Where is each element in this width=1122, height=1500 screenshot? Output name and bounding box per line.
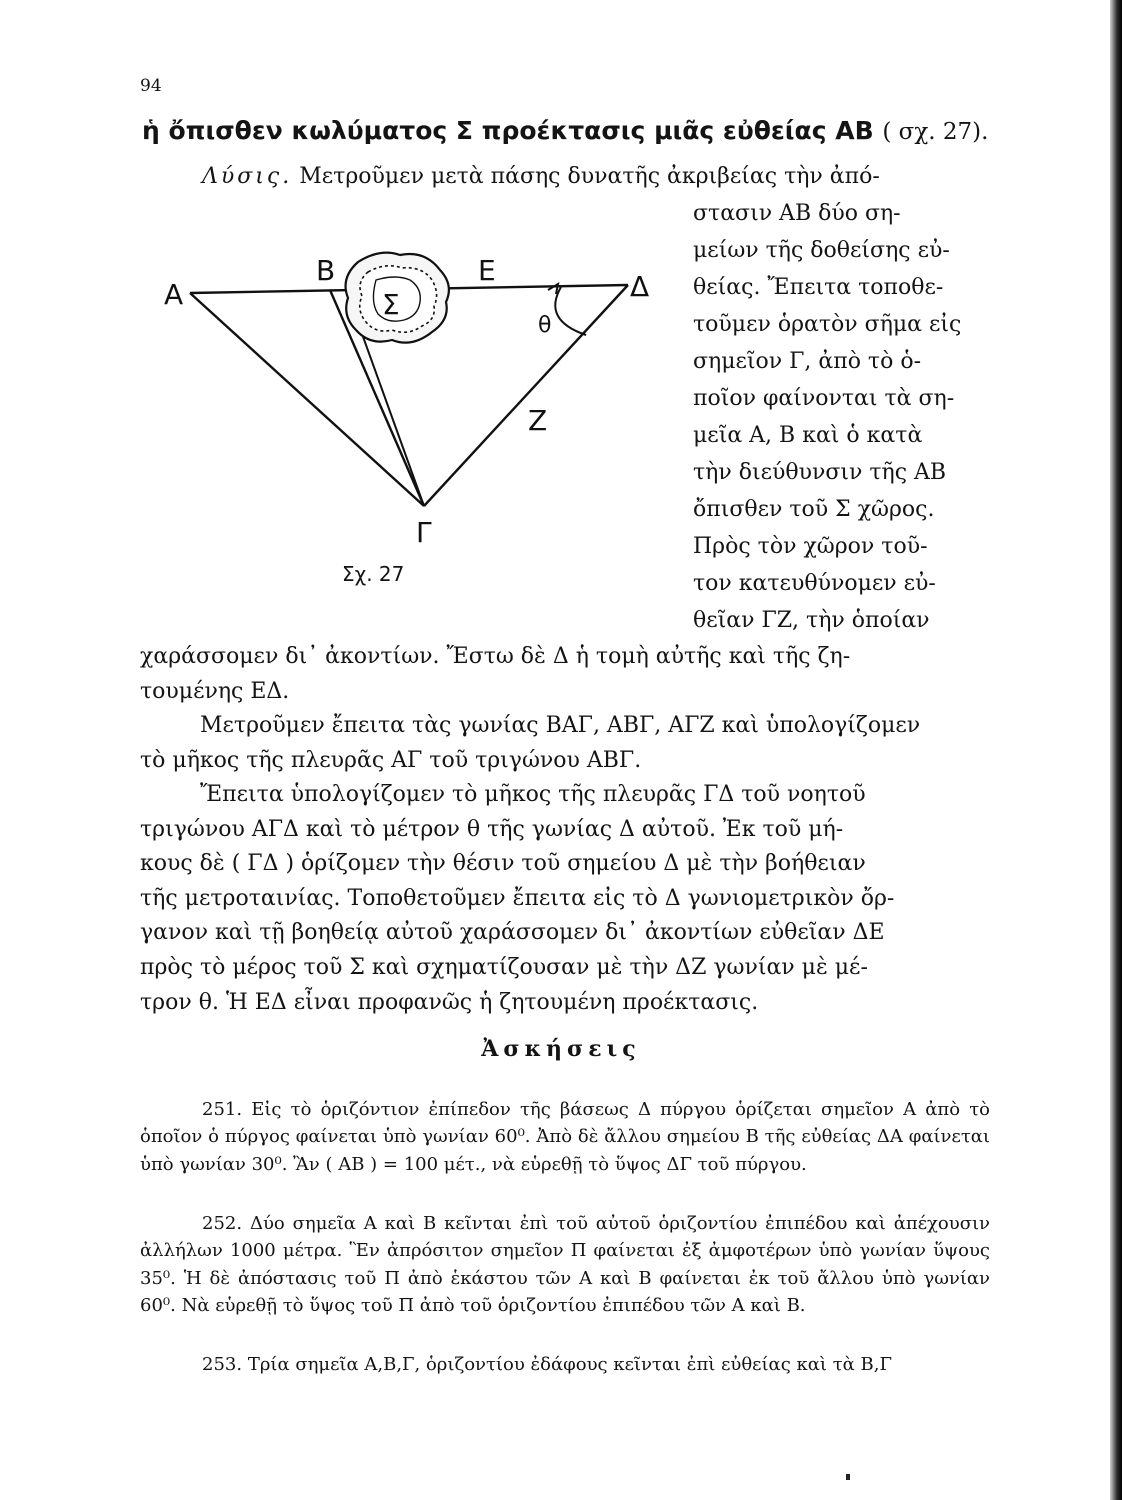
solution-line: ὄπισθεν τοῦ Σ χῶρος. bbox=[693, 497, 935, 522]
paragraph-line: Ἔπειτα ὑπολογίζομεν τὸ μῆκος τῆς πλευρᾶς ΓΔ τοῦ νοητοῦ bbox=[200, 782, 866, 807]
solution-line: θείας. Ἔπειτα τοποθε- bbox=[693, 275, 944, 300]
figure-caption: Σχ. 27 bbox=[342, 562, 405, 586]
exercise-number: 253. bbox=[202, 1354, 243, 1375]
figure-27 bbox=[150, 240, 670, 600]
heading-text: ἡ ὄπισθεν κωλύματος Σ προέκτασις μιᾶς εὐθείας ΑΒ bbox=[142, 116, 874, 145]
solution-line: Πρὸς τὸν χῶρον τοῦ- bbox=[693, 534, 928, 559]
solution-line: ποῖον φαίνονται τὰ ση- bbox=[693, 386, 955, 411]
exercise-252 bbox=[140, 1210, 990, 1320]
solution-line: θεῖαν ΓΖ, τὴν ὁποίαν bbox=[693, 608, 930, 633]
line-dg bbox=[424, 285, 628, 506]
exercise-number: 251. bbox=[202, 1099, 243, 1120]
solution-line: μεῖα Α, Β καὶ ὁ κατὰ bbox=[693, 423, 923, 448]
paragraph-line: κους δὲ ( ΓΔ ) ὁρίζομεν τὴν θέσιν τοῦ σημείου Δ μὲ τὴν βοήθειαν bbox=[140, 851, 866, 877]
solution-continuation bbox=[140, 640, 990, 709]
solution-line: τοῦμεν ὁρατὸν σῆμα εἰς bbox=[693, 312, 962, 337]
figure-27-diagram bbox=[150, 240, 670, 600]
solution-line: σημεῖον Γ, ἀπὸ τὸ ὁ- bbox=[693, 349, 922, 374]
solution-line: στασιν ΑΒ δύο ση- bbox=[693, 201, 901, 226]
paragraph-line: τρον θ. Ἡ ΕΔ εἶναι προφανῶς ἡ ζητουμένη προέκτασις. bbox=[140, 989, 759, 1015]
solution-label: Λύσις. bbox=[202, 164, 293, 189]
paragraph-line: Μετροῦμεν ἔπειτα τὰς γωνίας ΒΑΓ, ΑΒΓ, ΑΓΖ καὶ ὑπολογίζομεν bbox=[200, 713, 921, 738]
figure-label-theta: θ bbox=[538, 313, 552, 338]
paragraph-line: τὸ μῆκος τῆς πλευρᾶς ΑΓ τοῦ τριγώνου ΑΒΓ. bbox=[140, 747, 642, 773]
exercise-text: Εἰς τὸ ὁριζόντιον ἐπίπεδον τῆς βάσεως Δ πύργου ὁρίζεται σημεῖον Α ἀπὸ τὸ ὁποῖον ὁ πύργος φαίνεται ὑπὸ γωνίαν 60⁰. Ἀπὸ δὲ ἄλλου σημείου Β τῆς εὐθείας ΔΑ φαίνεται ὑπὸ γωνίαν 30⁰. Ἂν ( ΑΒ ) = 100 μέτ., νὰ εὑρεθῇ τὸ ὕψος ΔΓ τοῦ πύργου. bbox=[140, 1099, 990, 1175]
exercise-number: 252. bbox=[202, 1213, 243, 1234]
figure-label-a: Α bbox=[164, 278, 184, 311]
solution-paragraph-3 bbox=[140, 778, 990, 1020]
figure-label-g: Γ bbox=[416, 516, 432, 549]
exercise-251 bbox=[140, 1096, 990, 1178]
continuation-line: τουμένης ΕΔ. bbox=[140, 678, 290, 704]
exercises-title: Ἀσκήσεις bbox=[481, 1036, 641, 1062]
heading-figure-ref: ( σχ. 27). bbox=[882, 119, 989, 145]
print-mark bbox=[846, 1474, 850, 1480]
figure-label-z: Ζ bbox=[528, 404, 548, 437]
paragraph-line: πρὸς τὸ μέρος τοῦ Σ καὶ σχηματίζουσαν μὲ τὴν ΔΖ γωνίαν μὲ μέ- bbox=[140, 954, 868, 980]
solution-line: τον κατευθύνομεν εὐ- bbox=[693, 571, 936, 596]
exercise-text: Δύο σημεῖα Α καὶ Β κεῖνται ἐπὶ τοῦ αὐτοῦ ὁριζοντίου ἐπιπέδου καὶ ἀπέχουσιν ἀλλήλων 1000 μέτρα. Ἓν ἀπρόσιτον σημεῖον Π φαίνεται ἐξ ἀμφοτέρων ὑπὸ γωνίαν ὕψους 35⁰. Ἡ δὲ ἀπόστασις τοῦ Π ἀπὸ ἑκάστου τῶν Α καὶ Β φαίνεται ἐκ τοῦ ἄλλου ὑπὸ γωνίαν 60⁰. Νὰ εὑρεθῇ τὸ ὕψος τοῦ Π ἀπὸ τοῦ ὁριζοντίου ἐπιπέδου τῶν Α καὶ Β. bbox=[140, 1213, 990, 1317]
continuation-line: χαράσσομεν δι᾽ ἀκοντίων. Ἔστω δὲ Δ ἡ τομὴ αὐτῆς καὶ τῆς ζη- bbox=[140, 644, 851, 669]
exercise-253 bbox=[140, 1351, 990, 1378]
figure-label-d: Δ bbox=[630, 270, 650, 303]
solution-line: τὴν διεύθυνσιν τῆς ΑΒ bbox=[693, 460, 947, 485]
page-binding-edge bbox=[1110, 0, 1122, 1500]
exercise-text: Τρία σημεῖα Α,Β,Γ, ὁριζοντίου ἐδάφους κεῖνται ἐπὶ εὐθείας καὶ τὰ Β,Γ bbox=[247, 1354, 892, 1375]
angle-theta-arc bbox=[555, 287, 586, 335]
paragraph-line: τριγώνου ΑΓΔ καὶ τὸ μέτρον θ τῆς γωνίας Δ αὐτοῦ. Ἐκ τοῦ μή- bbox=[140, 816, 844, 842]
section-heading bbox=[142, 116, 1002, 145]
paragraph-line: γανον καὶ τῇ βοηθείᾳ αὐτοῦ χαράσσομεν δι᾽ ἀκοντίων εὐθεῖαν ΔΕ bbox=[140, 920, 885, 946]
figure-label-e: Ε bbox=[478, 254, 496, 287]
figure-label-b: Β bbox=[316, 254, 336, 287]
figure-label-sigma: Σ bbox=[382, 288, 400, 321]
solution-line: μείων τῆς δοθείσης εὐ- bbox=[693, 238, 950, 263]
page-number: 94 bbox=[140, 76, 162, 96]
solution-paragraph-2 bbox=[140, 709, 990, 778]
solution-line-1 bbox=[202, 160, 880, 195]
solution-text: Μετροῦμεν μετὰ πάσης δυνατῆς ἀκριβείας τὴν ἀπό- bbox=[299, 164, 880, 189]
paragraph-line: τῆς μετροταινίας. Τοποθετοῦμεν ἔπειτα εἰς τὸ Δ γωνιομετρικὸν ὄρ- bbox=[140, 885, 895, 911]
